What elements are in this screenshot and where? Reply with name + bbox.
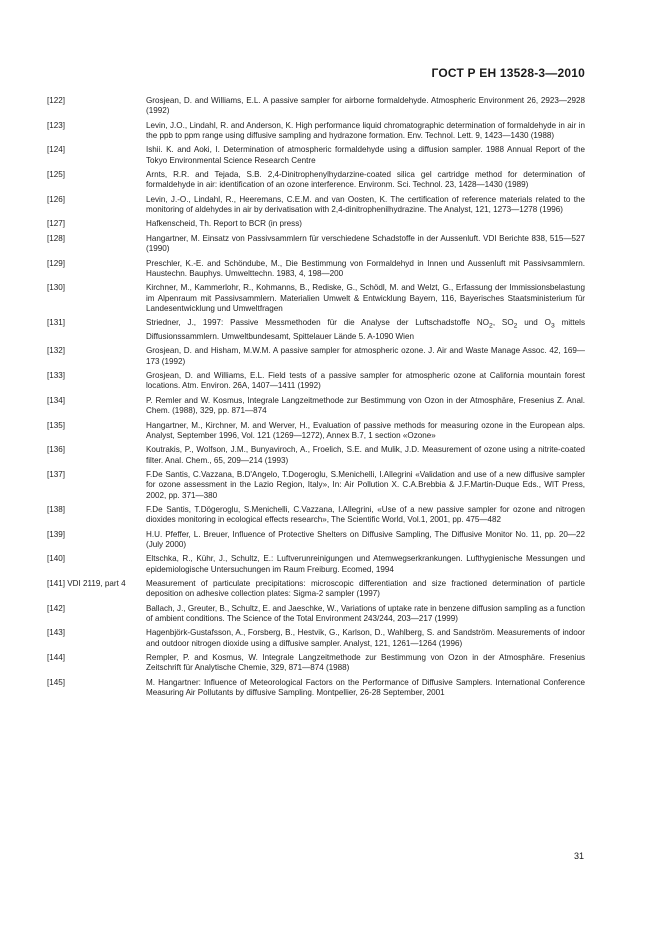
reference-item-137 [47, 470, 585, 501]
reference-text: Preschler, K.-E. and Schöndube, M., Die Bestimmung von Formaldehyd in Innen und Aussenluft mit Passivsammlern. Haustechn. Bauphys. Umwelttechn. 1983, 4, 198—200 [146, 258, 585, 278]
reference-number: [132] [47, 346, 66, 356]
reference-text: Hagenbjörk-Gustafsson, A., Forsberg, B., Hestvik, G., Karlson, D., Wahlberg, S. and Sandström. Measurements of indoor and outdoor nitrogen dioxide using a diffusive sampler. Analyst, 121, 1261—1264 (1996) [146, 628, 585, 648]
reference-item-126 [47, 195, 585, 216]
document-header: ГОСТ Р ЕН 13528-3—2010 [431, 66, 585, 80]
reference-text: Ishii. K. and Aoki, I. Determination of atmospheric formaldehyde using a diffusion sampler. 1988 Annual Report of the Tokyo Environmental Science Research Centre [146, 145, 585, 165]
reference-text: Levin, J.-O., Lindahl, R., Heeremans, C.E.M. and van Oosten, K. The certification of reference materials related to the monitoring of aldehydes in air by derivatisation with 2,4-dinitrophenilhydrazine. The Analyst, 121, 1273—1278 (1996) [146, 194, 585, 215]
reference-text: Eltschka, R., Kühr, J., Schultz, E.: Luftverunreinigungen und Atemwegserkrankungen. Lufthygienische Messungen und epidemiologische Untersuchungen im Raum Freiburg. Ecomed, 1994 [146, 554, 585, 574]
reference-item-142 [47, 604, 585, 625]
reference-text: F.De Santis, T.Dögeroglu, S.Menichelli, C.Vazzana, I.Allegrini, «Use of a new passive sampler for ozone and nitrogen dioxides monitoring in ecological effects research», The Scientific World, Vol.1, 2001, pp. 475—482 [146, 504, 585, 525]
reference-number: [141] VDI 2119, part 4 [47, 578, 126, 588]
reference-number: [135] [47, 420, 66, 430]
reference-item-130 [47, 283, 585, 314]
reference-number: [145] [47, 677, 66, 687]
reference-item-136 [47, 445, 585, 466]
reference-text-part: , SO [492, 318, 514, 328]
reference-item-140 [47, 554, 585, 575]
reference-text [146, 318, 585, 342]
reference-text: Grosjean, D. and Williams, E.L. Field tests of a passive sampler for atmospheric ozone at California mountain forest locations. Atm. Environ. 26A, 1407—1411 (1992) [146, 371, 585, 391]
reference-item-125 [47, 170, 585, 191]
reference-item-135 [47, 421, 585, 442]
reference-item-134 [47, 396, 585, 417]
reference-text: P. Remler and W. Kosmus, Integrale Langzeitmethode zur Bestimmung von Ozon in der Atmosphäre, Fresenius Z. Anal. Chem. (1988), 329, pp. 871—874 [146, 395, 585, 416]
reference-text: Kirchner, M., Kammerlohr, R., Kohmanns, B., Rediske, G., Schödl, M. and Welzt, G., Erfassung der Immissionsbelastung im Alpenraum mit Passivsammlern. Materialien Umwelt & Entwicklung Bayern, 116, Bayerisches Staatsministerium für Landesentwicklung und Umweltfragen [146, 283, 585, 313]
reference-number: [126] [47, 194, 66, 204]
reference-number: [144] [47, 653, 66, 663]
reference-number: [130] [47, 283, 66, 293]
subscript: 2 [489, 322, 493, 330]
reference-number: [129] [47, 258, 66, 268]
reference-item-129 [47, 259, 585, 280]
reference-text: Arnts, R.R. and Tejada, S.B. 2,4-Dinitrophenylhydarzine-coated silica gel cartridge method for determination of formaldehyde in air: identification of an ozone interference. Environm. Sci. Technol. 23, 1428—1430 (1989) [146, 170, 585, 190]
reference-number: [134] [47, 395, 66, 405]
reference-text: F.De Santis, C.Vazzana, B.D'Angelo, T.Dogeroglu, S.Menichelli, I.Allegrini «Validation and use of a new diffusive sampler for ozone assessment in the Lazio Region, Italy», In: Air Pollution X. C.A.Brebbia & J.F.Martin-Duque Eds., WIT Press, 2002, pp. 371—380 [146, 469, 585, 500]
reference-item-144 [47, 653, 585, 674]
reference-text: M. Hangartner: Influence of Meteorological Factors on the Performance of Diffusive Samplers. International Conference Measuring Air Pollutants by diffusive Sampling. Montpellier, 26-28 September, 2001 [146, 677, 585, 698]
reference-text: Rempler, P. and Kosmus, W. Integrale Langzeitmethode zur Bestimmung von Ozon in der Atmosphäre. Fresenius Zeitschrift für Analytische Chemie, 329, 871—874 (1988) [146, 653, 585, 673]
reference-item-139 [47, 530, 585, 551]
reference-item-138 [47, 505, 585, 526]
reference-number: [140] [47, 554, 66, 564]
reference-item-124 [47, 145, 585, 166]
reference-text: Ballach, J., Greuter, B., Schultz, E. and Jaeschke, W., Variations of uptake rate in benzene diffusion sampling as a function of ambient conditions. The Science of the Total Environment 243/244, 203—217 (1999) [146, 603, 585, 623]
page-number: 31 [573, 851, 584, 861]
reference-text: Hangartner, M., Kirchner, M. and Werver, H., Evaluation of passive methods for measuring ozone in the European alps. Analyst, September 1996, Vol. 121 (1269—1272), Annex B.7, 1 section «Ozone» [146, 420, 585, 440]
reference-text: Hafkenscheid, Th. Report to BCR (in press) [146, 219, 302, 229]
reference-item-127 [47, 219, 585, 229]
reference-text-part: mittels Diffusionssammlern. Umweltbundesamt, Spittelauer Lände 5. A-1090 Wien [146, 318, 585, 342]
reference-text: Koutrakis, P., Wolfson, J.M., Bunyaviroch, A., Froelich, S.E. and Mulik, J.D. Measurement of ozone using a nitrite-coated filter. Anal. Chem., 65, 209—214 (1993) [146, 445, 585, 465]
reference-number: [123] [47, 120, 66, 130]
reference-text: Grosjean, D. and Williams, E.L. A passive sampler for airborne formaldehyde. Atmospheric Environment 26, 2923—2928 (1992) [146, 96, 585, 116]
reference-number: [124] [47, 145, 66, 155]
reference-number: [139] [47, 529, 66, 539]
reference-list [47, 96, 585, 702]
reference-number: [131] [47, 318, 66, 328]
reference-number: [128] [47, 233, 66, 243]
reference-text: Levin, J.O., Lindahl, R. and Anderson, K. High performance liquid chromatographic determination of formaldehyde in air in the ppb to ppm range using diffusive sampling and hydrazone formation. Env. Technol. Lett. 9, 1423—1430 (1988) [146, 120, 585, 140]
reference-number: [136] [47, 445, 66, 455]
subscript: 3 [550, 322, 555, 330]
reference-item-131 [47, 318, 585, 342]
reference-text: Measurement of particulate precipitations: microscopic differentiation and size fractioned determination of particle deposition on adhesive collection plates: Sigma-2 sampler (1997) [146, 578, 585, 599]
reference-item-122 [47, 96, 585, 117]
reference-number: [125] [47, 170, 66, 180]
reference-item-141 [47, 579, 585, 600]
subscript: 2 [513, 322, 518, 330]
reference-item-143 [47, 628, 585, 649]
reference-item-145 [47, 678, 585, 699]
reference-number: [137] [47, 469, 66, 479]
reference-item-128 [47, 234, 585, 255]
reference-number: [143] [47, 628, 66, 638]
reference-item-132 [47, 346, 585, 367]
reference-item-123 [47, 121, 585, 142]
reference-number: [138] [47, 504, 66, 514]
reference-text: H.U. Pfeffer, L. Breuer, Influence of Protective Shelters on Diffusive Sampling, The Diffusive Monitor No. 11, pp. 20—22 (July 2000) [146, 529, 585, 549]
reference-text-part: und O [517, 318, 551, 328]
reference-text: Grosjean, D. and Hisham, M.W.M. A passive sampler for atmospheric ozone. J. Air and Waste Manage Assoc. 42, 169—173 (1992) [146, 346, 585, 366]
reference-number: [142] [47, 603, 66, 613]
reference-number: [127] [47, 219, 66, 229]
reference-item-133 [47, 371, 585, 392]
reference-number: [133] [47, 371, 66, 381]
reference-text-part: Striedner, J., 1997: Passive Messmethoden für die Analyse der Luftschadstoffe NO [146, 318, 490, 328]
reference-text: Hangartner, M. Einsatz von Passivsammlern für verschiedene Schadstoffe in der Aussenluft. VDI Berichte 838, 515—527 (1990) [146, 233, 585, 254]
reference-number: [122] [47, 96, 66, 105]
